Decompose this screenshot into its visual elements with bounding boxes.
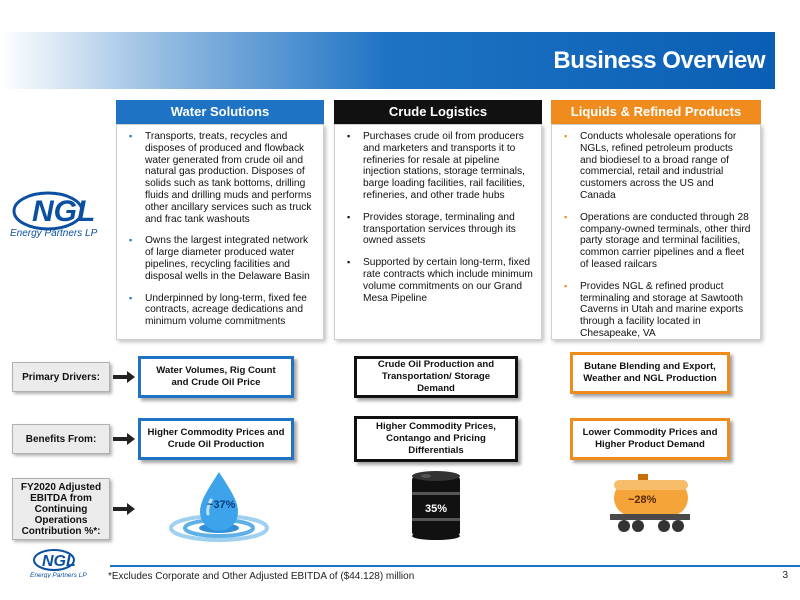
liquids-contribution-pct: ~28% xyxy=(628,494,657,506)
bullet: ▪ Owns the largest integrated network of large diameter produced water pipelines, recycling facilities and disposal wells in the Delaware Basin xyxy=(127,235,315,282)
logo-mark: NGL xyxy=(32,195,96,228)
crude-logistics-box xyxy=(334,124,542,340)
bullet: ▪ Purchases crude oil from producers and marketers and transports it to refineries for resale at pipeline injection stations, storage terminals, barge loading facilities, rail facilities, refineries, and other trade hubs xyxy=(345,131,533,202)
liquids-refined-box xyxy=(551,124,761,340)
bullet: ▪ Provides storage, terminaling and transportation services through its owned assets xyxy=(345,212,533,247)
water-solutions-box xyxy=(116,124,324,340)
bullet: ▪ Operations are conducted through 28 company-owned terminals, other third party storage and terminal facilities, common carrier pipelines and a fleet of leased railcars xyxy=(562,212,752,271)
bullet: ▪ Transports, treats, recycles and disposes of produced and flowback water generated from crude oil and natural gas production. Disposes of solids such as tank bottoms, drilling fluids and drilling muds and performs other ancillary services such as truck and frac tank washouts xyxy=(127,131,315,225)
water-driver-box: Water Volumes, Rig Count and Crude Oil Price xyxy=(138,356,294,398)
logo-tagline-small: Energy Partners LP xyxy=(30,572,87,578)
footnote: *Excludes Corporate and Other Adjusted EBITDA of ($44.128) million xyxy=(108,571,415,582)
bullet: ▪ Supported by certain long-term, fixed rate contracts which include minimum volume commitments on our Grand Mesa Pipeline xyxy=(345,257,533,304)
liquids-benefit-box: Lower Commodity Prices and Higher Product Demand xyxy=(570,418,730,460)
arrow-right-icon xyxy=(113,432,135,446)
logo-mark-small: NGL xyxy=(42,553,76,570)
header-banner xyxy=(0,32,775,89)
footer-divider xyxy=(110,565,800,567)
arrow-right-icon xyxy=(113,370,135,384)
benefits-from-label: Benefits From: xyxy=(12,424,110,454)
bullet: ▪ Provides NGL & refined product terminaling and storage at Sawtooth Caverns in Utah and marine exports through a facility located in Chesapeake, VA xyxy=(562,281,752,340)
page-title: Business Overview xyxy=(553,47,765,74)
column-header-crude: Crude Logistics xyxy=(334,100,542,124)
page-number: 3 xyxy=(782,570,788,581)
arrow-right-icon xyxy=(113,502,135,516)
crude-driver-box: Crude Oil Production and Transportation/ Storage Demand xyxy=(354,356,518,398)
column-header-water: Water Solutions xyxy=(116,100,324,124)
water-contribution-pct: ~37% xyxy=(207,499,236,511)
bullet: ▪ Conducts wholesale operations for NGLs, refined petroleum products and biodiesel to a broad range of commercial, retail and industrial customers across the US and Canada xyxy=(562,131,752,202)
ngl-logo-small-icon xyxy=(30,548,92,578)
logo-tagline: Energy Partners LP xyxy=(10,228,98,239)
bullet: ▪ Underpinned by long-term, fixed fee contracts, acreage dedications and minimum volume commitments xyxy=(127,293,315,328)
water-benefit-box: Higher Commodity Prices and Crude Oil Production xyxy=(138,418,294,460)
crude-contribution-pct: 35% xyxy=(425,503,448,515)
ebitda-contribution-label: FY2020 Adjusted EBITDA from Continuing Operations Contribution %*: xyxy=(12,478,110,540)
primary-drivers-label: Primary Drivers: xyxy=(12,362,110,392)
column-header-liquids: Liquids & Refined Products xyxy=(551,100,761,124)
crude-benefit-box: Higher Commodity Prices, Contango and Pricing Differentials xyxy=(354,416,518,462)
liquids-driver-box: Butane Blending and Export, Weather and NGL Production xyxy=(570,352,730,394)
